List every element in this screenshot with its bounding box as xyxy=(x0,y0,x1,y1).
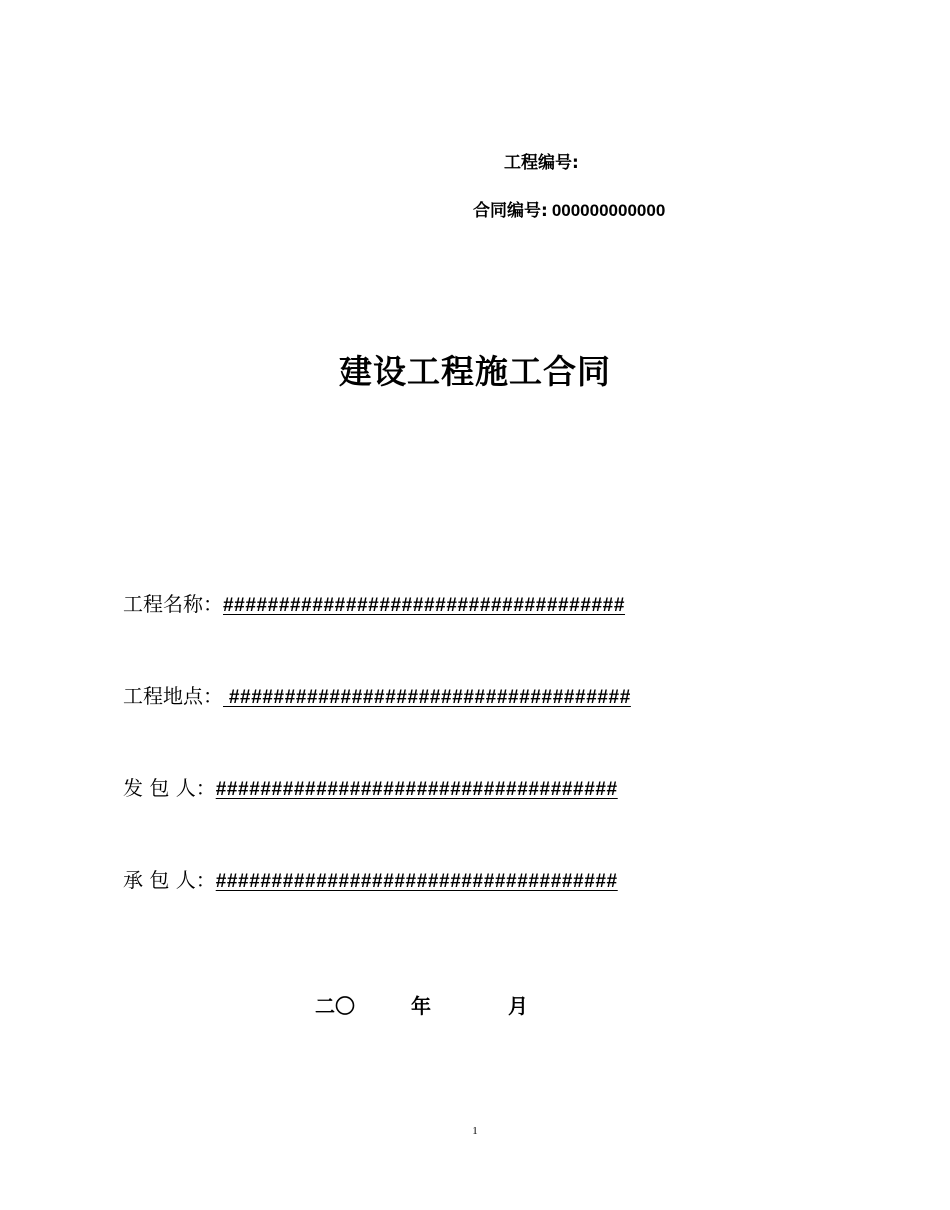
date-line xyxy=(315,990,528,1019)
project-name-value: #################################### xyxy=(223,595,626,616)
document-title: 建设工程施工合同 xyxy=(339,352,611,391)
contractor-label: 承 包 人： xyxy=(123,868,216,892)
project-location-field xyxy=(123,680,631,709)
year-label: 年 xyxy=(411,994,431,1018)
employer-field xyxy=(123,772,618,801)
project-name-field xyxy=(123,588,625,617)
contractor-field xyxy=(123,864,618,893)
employer-label: 发 包 人： xyxy=(123,776,216,800)
date-prefix: 二〇 xyxy=(315,994,355,1018)
contract-number-line xyxy=(473,196,665,221)
project-location-label: 工程地点： xyxy=(123,684,223,708)
project-number-label: 工程编号: xyxy=(504,153,579,173)
contract-number-label: 合同编号: xyxy=(473,201,548,221)
contract-number-value: 000000000000 xyxy=(551,201,666,220)
project-name-label: 工程名称： xyxy=(123,592,223,616)
month-label: 月 xyxy=(508,994,528,1018)
employer-value: #################################### xyxy=(215,779,618,800)
contractor-value: #################################### xyxy=(215,871,618,892)
page-number: 1 xyxy=(472,1125,478,1137)
project-location-value: #################################### xyxy=(223,687,631,708)
